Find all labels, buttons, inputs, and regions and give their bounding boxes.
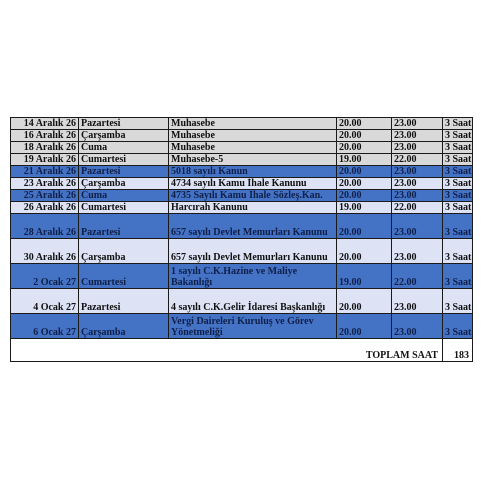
- end-time-cell: 23.00: [392, 178, 443, 190]
- day-cell: Çarşamba: [79, 239, 169, 264]
- duration-cell: 3 Saat: [443, 178, 473, 190]
- duration-cell: 3 Saat: [443, 166, 473, 178]
- date-cell: 21 Aralık 26: [11, 166, 79, 178]
- start-time-cell: 20.00: [337, 214, 392, 239]
- schedule-sheet: [10, 117, 472, 362]
- date-cell: 19 Aralık 26: [11, 154, 79, 166]
- start-time-cell: 19.00: [337, 202, 392, 214]
- end-time-cell: 22.00: [392, 202, 443, 214]
- duration-cell: 3 Saat: [443, 214, 473, 239]
- day-cell: Pazartesi: [79, 166, 169, 178]
- day-cell: Pazartesi: [79, 118, 169, 130]
- end-time-cell: 22.00: [392, 264, 443, 289]
- subject-cell: Harcırah Kanunu: [169, 202, 337, 214]
- duration-cell: 3 Saat: [443, 118, 473, 130]
- date-cell: 26 Aralık 26: [11, 202, 79, 214]
- duration-cell: 3 Saat: [443, 239, 473, 264]
- start-time-cell: 20.00: [337, 289, 392, 314]
- end-time-cell: 23.00: [392, 239, 443, 264]
- subject-cell: Muhasebe: [169, 142, 337, 154]
- table-row: [11, 118, 473, 130]
- day-cell: Çarşamba: [79, 178, 169, 190]
- start-time-cell: 20.00: [337, 130, 392, 142]
- duration-cell: 3 Saat: [443, 190, 473, 202]
- date-cell: 6 Ocak 27: [11, 314, 79, 339]
- duration-cell: 3 Saat: [443, 142, 473, 154]
- subject-cell: 5018 sayılı Kanun: [169, 166, 337, 178]
- day-cell: Cuma: [79, 190, 169, 202]
- schedule-table: [10, 117, 473, 362]
- end-time-cell: 23.00: [392, 314, 443, 339]
- table-row: [11, 289, 473, 314]
- end-time-cell: 23.00: [392, 142, 443, 154]
- end-time-cell: 23.00: [392, 118, 443, 130]
- start-time-cell: 19.00: [337, 264, 392, 289]
- subject-cell: Muhasebe: [169, 130, 337, 142]
- end-time-cell: 23.00: [392, 190, 443, 202]
- day-cell: Cumartesi: [79, 154, 169, 166]
- table-row: [11, 239, 473, 264]
- date-cell: 28 Aralık 26: [11, 214, 79, 239]
- total-value: 183: [443, 339, 473, 362]
- subject-cell: 657 sayılı Devlet Memurları Kanunu: [169, 214, 337, 239]
- total-label: TOPLAM SAAT: [11, 339, 443, 362]
- subject-cell: Muhasebe-5: [169, 154, 337, 166]
- date-cell: 16 Aralık 26: [11, 130, 79, 142]
- duration-cell: 3 Saat: [443, 154, 473, 166]
- day-cell: Cuma: [79, 142, 169, 154]
- end-time-cell: 23.00: [392, 289, 443, 314]
- duration-cell: 3 Saat: [443, 130, 473, 142]
- start-time-cell: 20.00: [337, 178, 392, 190]
- start-time-cell: 19.00: [337, 154, 392, 166]
- date-cell: 4 Ocak 27: [11, 289, 79, 314]
- table-row: [11, 314, 473, 339]
- start-time-cell: 20.00: [337, 314, 392, 339]
- day-cell: Çarşamba: [79, 130, 169, 142]
- table-row: [11, 142, 473, 154]
- end-time-cell: 23.00: [392, 130, 443, 142]
- subject-cell: Vergi Daireleri Kuruluş ve Görev Yönetmeliği: [169, 314, 337, 339]
- duration-cell: 3 Saat: [443, 202, 473, 214]
- table-row: [11, 202, 473, 214]
- table-row: [11, 130, 473, 142]
- date-cell: 30 Aralık 26: [11, 239, 79, 264]
- subject-cell: Muhasebe: [169, 118, 337, 130]
- subject-cell: 4735 Sayılı Kamu İhale Sözleş.Kan.: [169, 190, 337, 202]
- table-row: [11, 154, 473, 166]
- start-time-cell: 20.00: [337, 142, 392, 154]
- table-row: [11, 214, 473, 239]
- subject-cell: 4 sayılı C.K.Gelir İdaresi Başkanlığı: [169, 289, 337, 314]
- total-row: [11, 339, 473, 362]
- table-row: [11, 264, 473, 289]
- end-time-cell: 23.00: [392, 214, 443, 239]
- subject-cell: 1 sayılı C.K.Hazine ve Maliye Bakanlığı: [169, 264, 337, 289]
- end-time-cell: 23.00: [392, 166, 443, 178]
- table-row: [11, 178, 473, 190]
- day-cell: Çarşamba: [79, 314, 169, 339]
- day-cell: Pazartesi: [79, 214, 169, 239]
- date-cell: 23 Aralık 26: [11, 178, 79, 190]
- start-time-cell: 20.00: [337, 118, 392, 130]
- end-time-cell: 22.00: [392, 154, 443, 166]
- subject-cell: 657 sayılı Devlet Memurları Kanunu: [169, 239, 337, 264]
- day-cell: Pazartesi: [79, 289, 169, 314]
- table-row: [11, 190, 473, 202]
- date-cell: 18 Aralık 26: [11, 142, 79, 154]
- date-cell: 2 Ocak 27: [11, 264, 79, 289]
- start-time-cell: 20.00: [337, 166, 392, 178]
- duration-cell: 3 Saat: [443, 289, 473, 314]
- start-time-cell: 20.00: [337, 190, 392, 202]
- day-cell: Cumartesi: [79, 202, 169, 214]
- duration-cell: 3 Saat: [443, 314, 473, 339]
- date-cell: 25 Aralık 26: [11, 190, 79, 202]
- duration-cell: 3 Saat: [443, 264, 473, 289]
- subject-cell: 4734 sayılı Kamu İhale Kanunu: [169, 178, 337, 190]
- table-row: [11, 166, 473, 178]
- date-cell: 14 Aralık 26: [11, 118, 79, 130]
- start-time-cell: 20.00: [337, 239, 392, 264]
- day-cell: Cumartesi: [79, 264, 169, 289]
